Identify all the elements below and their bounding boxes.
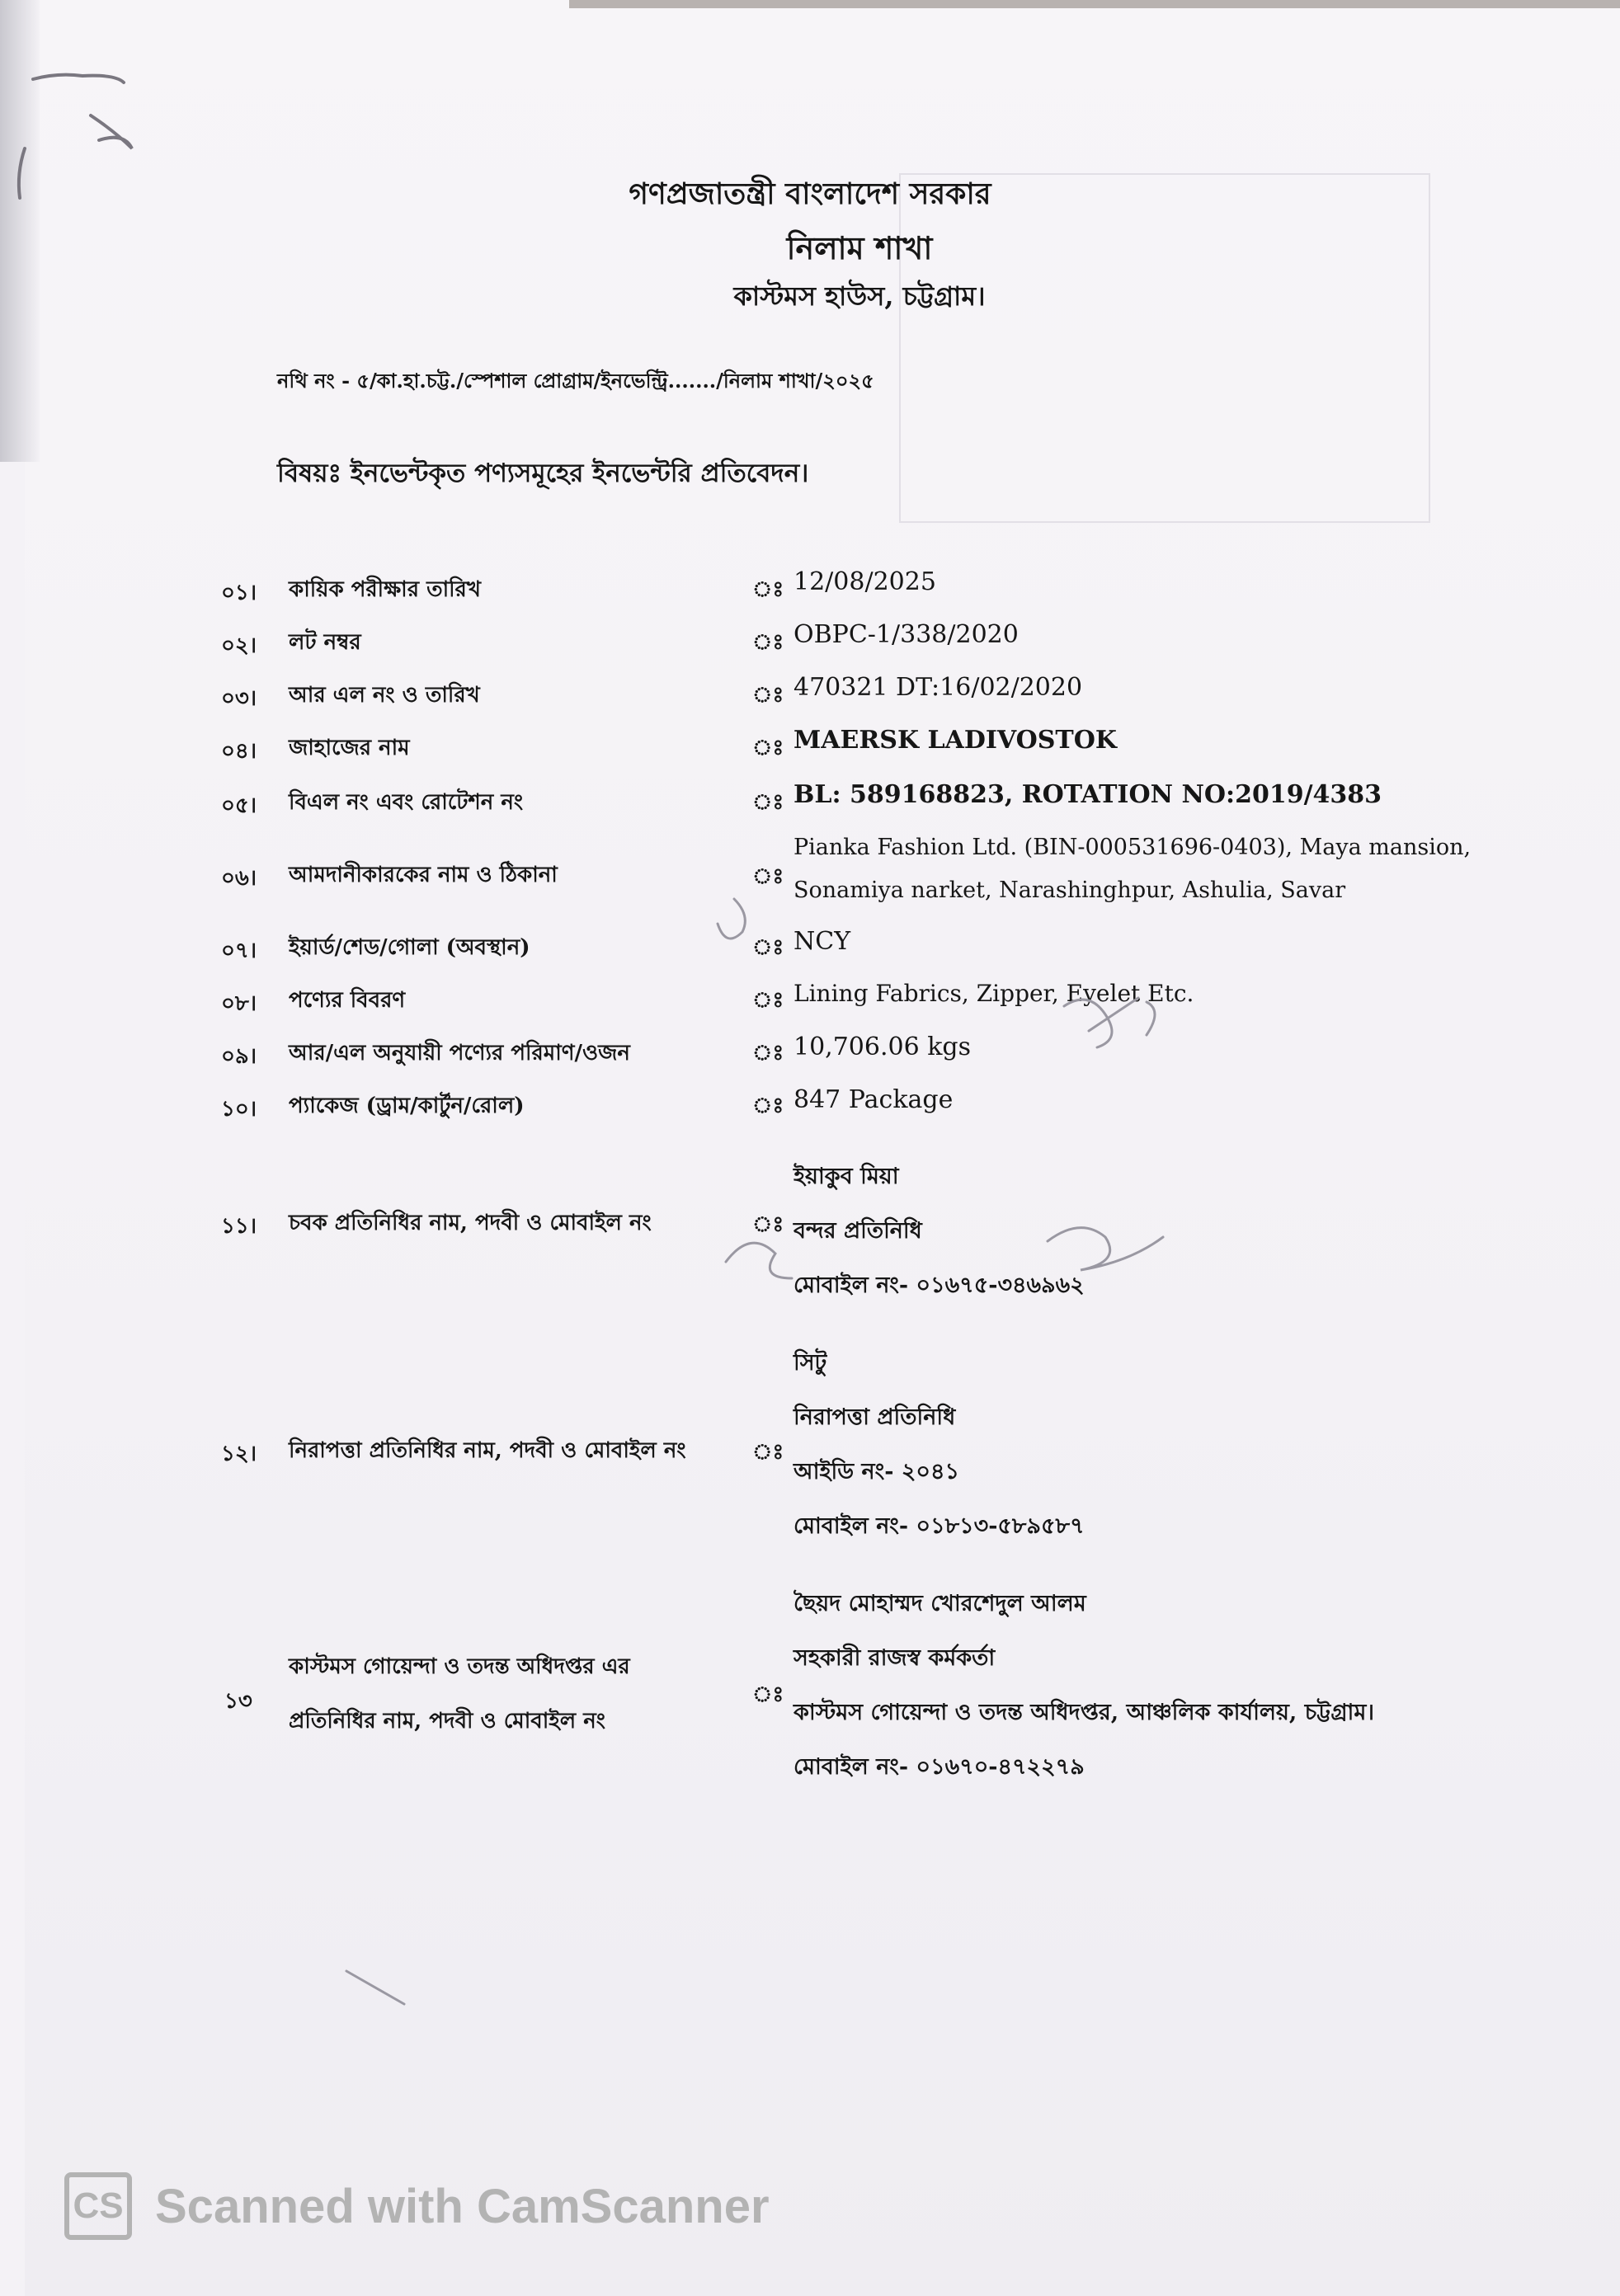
row-separator: ঃ: [752, 790, 784, 815]
row-number: ১২।: [221, 1442, 257, 1466]
row-label: কায়িক পরীক্ষার তারিখ: [289, 577, 481, 602]
row-label: জাহাজের নাম: [289, 736, 410, 760]
row-number: ১১।: [221, 1214, 257, 1239]
row-separator: ঃ: [752, 577, 784, 602]
header-government: গণপ্রজাতন্ত্রী বাংলাদেশ সরকার: [629, 176, 991, 211]
row-value: 12/08/2025: [794, 567, 936, 596]
row-number: ০১।: [221, 581, 257, 605]
customs-rep-name: ছৈয়দ মোহাম্মদ খোরশেদুল আলম: [794, 1591, 1086, 1616]
row-value: 847 Package: [794, 1085, 954, 1114]
row-separator: ঃ: [752, 683, 784, 708]
file-number: নথি নং - ৫/কা.হা.চট্ট./স্পেশাল প্রোগ্রাম/ইনভেন্ট্রি......./নিলাম শাখা/২০২৫: [277, 369, 874, 393]
row-label: আর/এল অনুযায়ী পণ্যের পরিমাণ/ওজন: [289, 1041, 630, 1066]
row-value: 10,706.06 kgs: [794, 1033, 971, 1061]
row-value: Lining Fabrics, Zipper, Eyelet Etc.: [794, 980, 1194, 1007]
row-value: OBPC-1/338/2020: [794, 620, 1019, 649]
row-label: প্যাকেজ (ড্রাম/কার্টুন/রোল): [289, 1094, 525, 1118]
customs-rep-office: কাস্টমস গোয়েন্দা ও তদন্ত অধিদপ্তর, আঞ্চলিক কার্যালয়, চট্টগ্রাম।: [794, 1700, 1375, 1725]
row-number: ০২।: [221, 633, 257, 658]
subject-line: বিষয়ঃ ইনভেন্টকৃত পণ্যসমূহের ইনভেন্টরি প্রতিবেদন।: [277, 459, 809, 488]
row-number: ১৩: [224, 1689, 252, 1714]
security-rep-designation: নিরাপত্তা প্রতিনিধি: [794, 1404, 956, 1430]
watermark-text: Scanned with CamScanner: [155, 2179, 770, 2233]
scanner-watermark: [64, 2169, 770, 2243]
bl-rotation-value: BL: 589168823, ROTATION NO:2019/4383: [794, 780, 1382, 809]
row-label: নিরাপত্তা প্রতিনিধির নাম, পদবী ও মোবাইল নং: [289, 1438, 686, 1463]
row-separator: ঃ: [752, 1094, 784, 1118]
row-separator: ঃ: [752, 630, 784, 655]
ship-name-value: MAERSK LADIVOSTOK: [794, 726, 1117, 755]
row-number: ০৬।: [221, 866, 257, 891]
row-separator: ঃ: [752, 864, 784, 889]
row-label-line-1: কাস্টমস গোয়েন্দা ও তদন্ত অধিদপ্তর এর: [289, 1654, 630, 1679]
row-separator: ঃ: [752, 736, 784, 760]
row-separator: ঃ: [752, 1440, 784, 1465]
port-rep-name: ইয়াকুব মিয়া: [794, 1164, 899, 1189]
row-label: আর এল নং ও তারিখ: [289, 683, 480, 708]
row-number: ০৫।: [221, 793, 257, 818]
row-label-line-2: প্রতিনিধির নাম, পদবী ও মোবাইল নং: [289, 1709, 605, 1734]
row-separator: ঃ: [752, 935, 784, 960]
row-value: 470321 DT:16/02/2020: [794, 673, 1083, 702]
row-label: লট নম্বর: [289, 630, 361, 655]
page-top-edge: [569, 0, 1620, 8]
security-rep-name: সিটু: [794, 1350, 827, 1376]
row-number: ০৯।: [221, 1044, 257, 1069]
security-rep-id: আইডি নং- ২০৪১: [794, 1459, 960, 1484]
row-separator: ঃ: [752, 1041, 784, 1066]
row-label: পণ্যের বিবরণ: [289, 988, 406, 1013]
row-number: ০৮।: [221, 991, 257, 1016]
row-separator: ঃ: [752, 1682, 784, 1707]
row-number: ১০।: [221, 1097, 257, 1122]
port-rep-mobile: মোবাইল নং- ০১৬৭৫-৩৪৬৯৬২: [794, 1273, 1085, 1298]
row-number: ০৭।: [221, 939, 257, 963]
page-fold-shadow: [0, 0, 40, 462]
row-number: ০৪।: [221, 739, 257, 764]
header-office: কাস্টমস হাউস, চট্টগ্রাম।: [733, 280, 986, 312]
row-label: চবক প্রতিনিধির নাম, পদবী ও মোবাইল নং: [289, 1211, 652, 1235]
row-value: NCY: [794, 927, 851, 956]
customs-rep-mobile: মোবাইল নং- ০১৬৭০-৪৭২২৭৯: [794, 1754, 1085, 1780]
row-label: বিএল নং এবং রোটেশন নং: [289, 790, 524, 815]
importer-line-2: Sonamiya narket, Narashinghpur, Ashulia, Savar: [794, 877, 1346, 903]
importer-line-1: Pianka Fashion Ltd. (BIN-000531696-0403), Maya mansion,: [794, 835, 1472, 860]
row-label: ইয়ার্ড/শেড/গোলা (অবস্থান): [289, 935, 530, 960]
row-number: ০৩।: [221, 686, 257, 711]
camscanner-logo: CS: [64, 2172, 132, 2240]
row-label: আমদানীকারকের নাম ও ঠিকানা: [289, 863, 558, 887]
security-rep-mobile: মোবাইল নং- ০১৮১৩-৫৮৯৫৮৭: [794, 1513, 1085, 1539]
customs-rep-designation: সহকারী রাজস্ব কর্মকর্তা: [794, 1645, 996, 1671]
row-separator: ঃ: [752, 1212, 784, 1237]
row-separator: ঃ: [752, 988, 784, 1013]
header-branch: নিলাম শাখা: [786, 229, 933, 266]
port-rep-designation: বন্দর প্রতিনিধি: [794, 1218, 922, 1244]
